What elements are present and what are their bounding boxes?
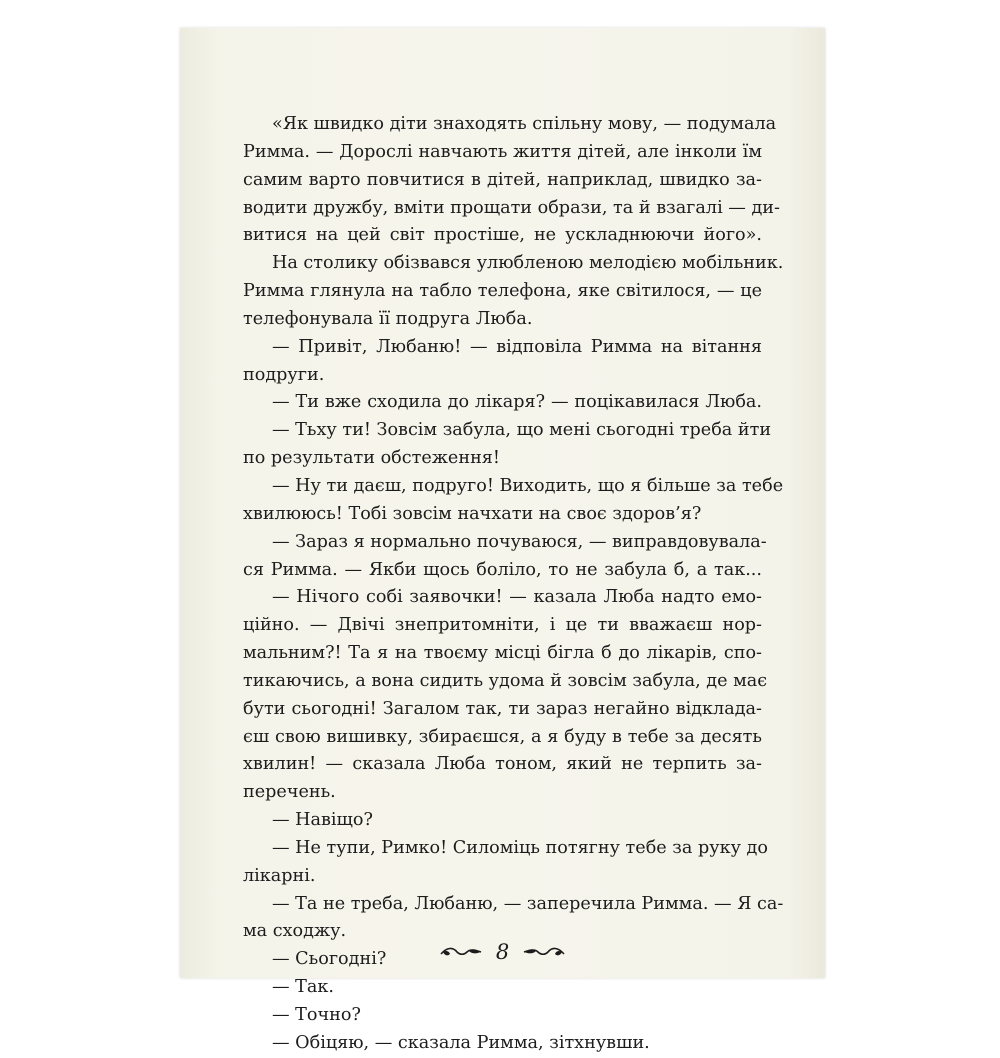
- text-line: — Ти вже сходила до лікаря? — поцікавилася Люба.: [272, 392, 762, 413]
- text-line: телефонувала її подруга Люба.: [243, 308, 533, 329]
- text-line: самим варто повчитися в дітей, наприклад, швидко за-: [243, 169, 762, 190]
- text-line: водити дружбу, вміти прощати образи, та й взагалі — ди-: [243, 197, 780, 218]
- text-line: хвилююсь! Тобі зовсім начхати на своє здоров’я?: [243, 503, 702, 524]
- text-line: Римма глянула на табло телефона, яке світилося, — це: [243, 281, 762, 302]
- text-line: — Обіцяю, — сказала Римма, зітхнувши.: [272, 1032, 650, 1053]
- flourish-left-icon: [439, 945, 483, 959]
- page-text: [243, 111, 784, 1058]
- flourish-right-icon: [522, 945, 566, 959]
- text-line: — Так.: [272, 977, 334, 998]
- page-footer: [180, 940, 825, 964]
- text-line: Римма. — Дорослі навчають життя дітей, але інколи їм: [243, 141, 762, 162]
- text-line: — Навіщо?: [272, 810, 373, 831]
- text-line: — Нічого собі заявочки! — казала Люба надто емо-: [272, 587, 762, 608]
- text-line: лікарні.: [243, 865, 316, 886]
- page-number: 8: [495, 940, 510, 964]
- text-line: тикаючись, а вона сидить удома й зовсім забула, де має: [243, 670, 768, 691]
- book-page: [180, 28, 825, 1053]
- text-line: ся Римма. — Якби щось боліло, то не забула б, а так...: [243, 559, 762, 580]
- text-line: по результати обстеження!: [243, 448, 500, 469]
- text-line: — Точно?: [272, 1005, 361, 1025]
- text-line: — Не тупи, Римко! Силоміць потягну тебе за руку до: [272, 837, 768, 858]
- text-line: — Тьху ти! Зовсім забула, що мені сьогодні треба йти: [272, 420, 772, 441]
- text-line: — Сьогодні?: [272, 949, 387, 970]
- text-line: «Як швидко діти знаходять спільну мову, — подумала: [272, 114, 777, 134]
- text-line: ма сходжу.: [243, 921, 347, 942]
- text-line: перечень.: [243, 782, 336, 803]
- text-line: мальним?! Та я на твоєму місці бігла б до лікарів, спо-: [243, 643, 762, 664]
- text-line: бути сьогодні! Загалом так, ти зараз негайно відклада-: [243, 698, 762, 719]
- text-line: єш свою вишивку, збираєшся, а я буду в тебе за десять: [243, 726, 762, 747]
- text-line: хвилин! — сказала Люба тоном, який не терпить за-: [243, 754, 762, 775]
- text-line: — Та не треба, Любаню, — заперечила Римма. — Я са-: [272, 893, 784, 914]
- text-line: подруги.: [243, 364, 325, 385]
- text-line: — Привіт, Любаню! — відповіла Римма на вітання: [272, 336, 762, 357]
- text-line: ційно. — Двічі знепритомніти, і це ти вважаєш нор-: [243, 615, 762, 636]
- text-line: — Ну ти даєш, подруго! Виходить, що я більше за тебе: [272, 475, 784, 496]
- text-line: — Зараз я нормально почуваюся, — виправдовувала-: [272, 531, 767, 552]
- text-line: витися на цей світ простіше, не ускладнюючи його».: [243, 225, 762, 246]
- text-line: На столику обізвався улюбленою мелодією мобільник.: [272, 253, 784, 274]
